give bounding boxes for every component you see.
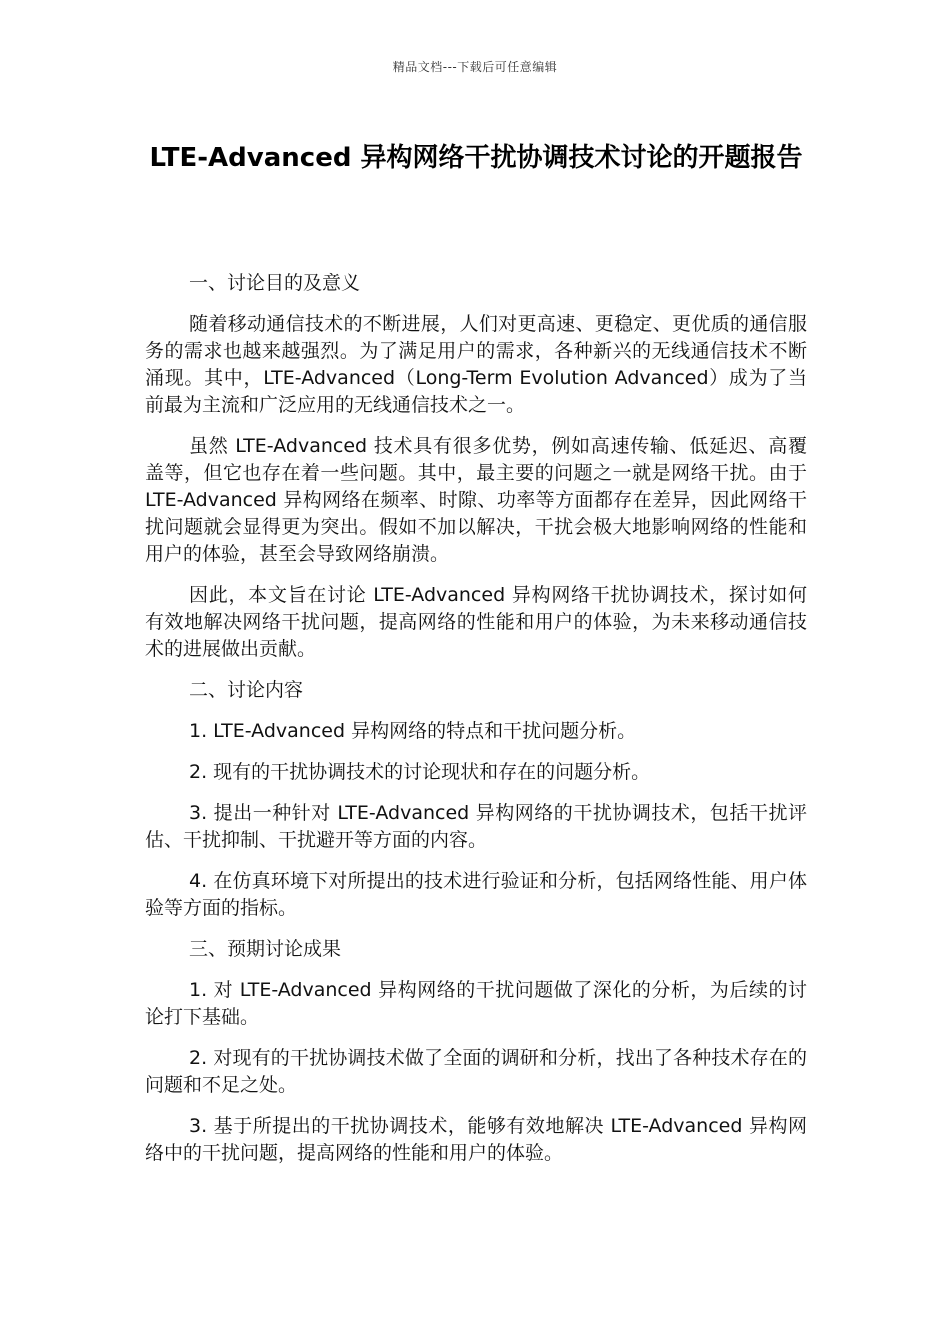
paragraph: 因此，本文旨在讨论 LTE-Advanced 异构网络干扰协调技术，探讨如何有效地解决网络干扰问题，提高网络的性能和用户的体验，为未来移动通信技术的进展做出贡献。 (145, 584, 807, 660)
list-item: 1. LTE-Advanced 异构网络的特点和干扰问题分析。 (189, 720, 637, 742)
list-item: 3. 提出一种针对 LTE-Advanced 异构网络的干扰协调技术，包括干扰评估、干扰抑制、干扰避开等方面的内容。 (145, 802, 807, 851)
paragraph: 虽然 LTE-Advanced 技术具有很多优势，例如高速传输、低延迟、高覆盖等，但它也存在着一些问题。其中，最主要的问题之一就是网络干扰。由于 LTE-Advanced 异构网络在频率、时隙、功率等方面都存在差异，因此网络干扰问题就会显得更为突出。假如不加以解决，干扰会极大地影响网络的性能和用户的体验，甚至会导致网络崩溃。 (145, 435, 807, 565)
document-body (145, 270, 807, 1181)
list-item: 3. 基于所提出的干扰协调技术，能够有效地解决 LTE-Advanced 异构网络中的干扰问题，提高网络的性能和用户的体验。 (145, 1115, 807, 1164)
list-item: 2. 对现有的干扰协调技术做了全面的调研和分析，找出了各种技术存在的问题和不足之处。 (145, 1047, 807, 1096)
header-note: 精品文档---下载后可任意编辑 (392, 60, 558, 74)
list-item: 1. 对 LTE-Advanced 异构网络的干扰问题做了深化的分析，为后续的讨论打下基础。 (145, 979, 807, 1028)
section-heading-content: 二、讨论内容 (189, 679, 304, 701)
list-item: 4. 在仿真环境下对所提出的技术进行验证和分析，包括网络性能、用户体验等方面的指标。 (145, 870, 807, 919)
section-heading-purpose: 一、讨论目的及意义 (189, 272, 361, 294)
section-heading-outcomes: 三、预期讨论成果 (189, 938, 342, 960)
list-item: 2. 现有的干扰协调技术的讨论现状和存在的问题分析。 (189, 761, 651, 783)
document-title: LTE-Advanced 异构网络干扰协调技术讨论的开题报告 (149, 143, 803, 173)
paragraph: 随着移动通信技术的不断进展，人们对更高速、更稳定、更优质的通信服务的需求也越来越强烈。为了满足用户的需求，各种新兴的无线通信技术不断涌现。其中，LTE-Advanced（Long-Term Evolution Advanced）成为了当前最为主流和广泛应用的无线通信技术之一。 (145, 313, 807, 416)
